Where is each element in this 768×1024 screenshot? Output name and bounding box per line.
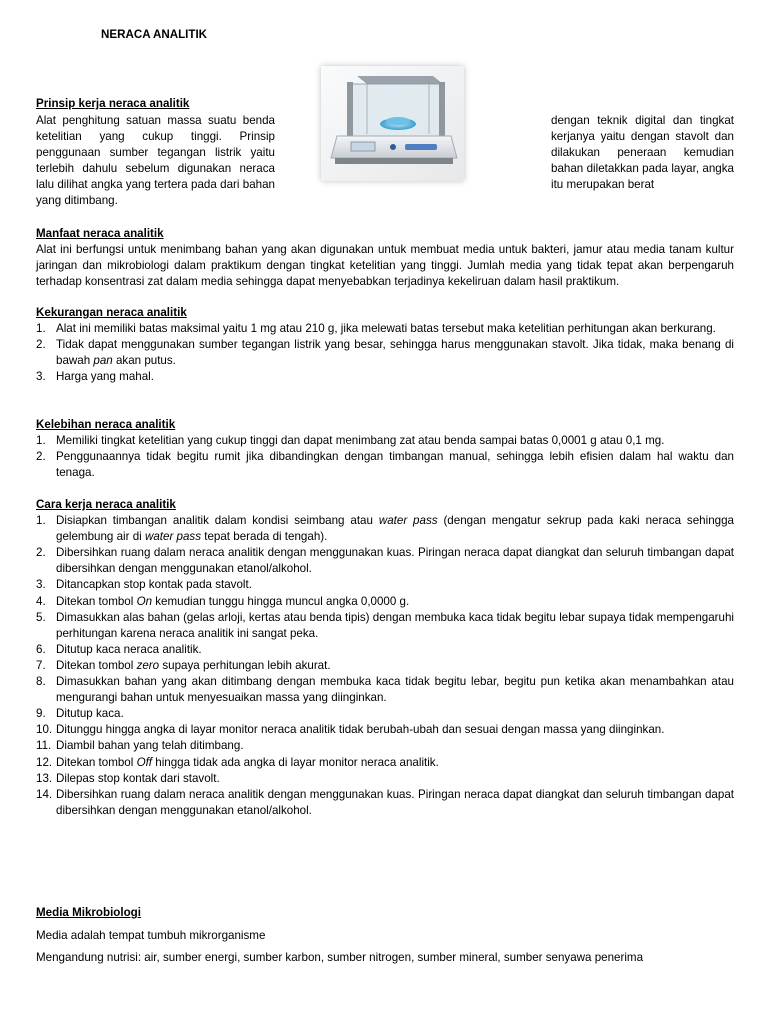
- list-text: Dibersihkan ruang dalam neraca analitik dengan menggunakan kuas. Piringan neraca dapat diangkat dan seluruh timbangan dapat dibersihkan dengan menggunakan etanol/alkohol.: [56, 546, 734, 576]
- list-text: Dimasukkan bahan yang akan ditimbang dengan membuka kaca tidak begitu lebar, begitu pun ketika akan menambahkan atau mengurangi bahan untuk menyesuaikan massa yang diinginkan.: [56, 675, 734, 705]
- list-text: Dilepas stop kontak dari stavolt.: [56, 771, 220, 785]
- list-text: Ditekan tombol: [56, 658, 137, 672]
- list-text: kemudian tunggu hingga muncul angka 0,0000 g.: [152, 594, 410, 608]
- list-number: 9.: [36, 707, 46, 721]
- list-text: Dibersihkan ruang dalam neraca analitik dengan menggunakan kuas. Piringan neraca dapat diangkat dan seluruh timbangan dapat dibersihkan dengan menggunakan etanol/alkohol.: [56, 787, 734, 817]
- section-heading-prinsip: Prinsip kerja neraca analitik: [36, 97, 190, 110]
- list-number: 7.: [36, 658, 46, 672]
- list-number: 3.: [36, 578, 46, 592]
- list-item: [36, 594, 734, 610]
- list-text: Dimasukkan alas bahan (gelas arloji, kertas atau benda tipis) dengan membuka kaca tidak begitu lebar supaya tidak mempengaruhi perhitungan karena neraca analitik ini sangat peka.: [56, 610, 734, 640]
- list-text: supaya perhitungan lebih akurat.: [159, 658, 331, 672]
- list-number: 11.: [36, 739, 52, 753]
- list-item: [36, 610, 734, 642]
- list-item: [36, 545, 734, 577]
- list-text: Ditancapkan stop kontak pada stavolt.: [56, 578, 252, 592]
- prinsip-text-right: dengan teknik digital dan tingkat kerjanya yaitu dengan stavolt dan dilakukan peneraan kemudian bahan diletakkan pada layar, angka itu merupakan berat: [551, 114, 734, 192]
- list-number: 8.: [36, 675, 46, 689]
- list-item: [36, 722, 734, 738]
- list-item: [36, 449, 734, 481]
- list-text: Ditutup kaca.: [56, 707, 124, 721]
- list-item: [36, 738, 734, 754]
- section-heading-manfaat: Manfaat neraca analitik: [36, 227, 164, 240]
- list-number: 10.: [36, 723, 53, 737]
- balance-illustration: [321, 66, 464, 181]
- list-number: 2.: [36, 338, 46, 352]
- list-number: 4.: [36, 594, 46, 608]
- list-item: [36, 337, 734, 369]
- list-text: Penggunaannya tidak begitu rumit jika dibandingkan dengan timbangan manual, sehingga lebih efisien dalam hal waktu dan tenaga.: [56, 450, 734, 480]
- list-number: 2.: [36, 450, 46, 464]
- list-number: 1.: [36, 322, 46, 336]
- section-kelebihan: [36, 417, 734, 481]
- list-number: 14.: [36, 787, 53, 801]
- section-heading-kelebihan: Kelebihan neraca analitik: [36, 418, 176, 431]
- list-text: Harga yang mahal.: [56, 370, 154, 384]
- list-text: akan putus.: [112, 354, 176, 368]
- list-text: Memiliki tingkat ketelitian yang cukup tinggi dan dapat menimbang zat atau benda sampai batas 0,0001 g atau 0,1 mg.: [56, 434, 665, 448]
- list-text-italic: Off: [136, 755, 153, 769]
- list-text: (dengan mengatur sekrup pada kaki neraca sehingga gelembung air di: [56, 514, 734, 544]
- manfaat-text: Alat ini berfungsi untuk menimbang bahan yang akan digunakan untuk membuat media untuk bakteri, jamur atau media tanam kultur jaringan dan mikrobiologi dalam praktikum dengan tingkat ketelitian yang tinggi. Jumlah media yang tidak tepat akan berpengaruh terhadap konsentrasi zat dalam media sehingga dapat menyebabkan terjadinya kekeliruan dalam hasil praktikum.: [36, 243, 734, 289]
- list-text: hingga tidak ada angka di layar monitor neraca analitik.: [152, 755, 439, 769]
- list-number: 1.: [36, 514, 46, 528]
- list-item: [36, 433, 734, 449]
- list-item: [36, 771, 734, 787]
- list-item: [36, 658, 734, 674]
- list-text-italic: pan: [93, 354, 113, 368]
- list-item: [36, 642, 734, 658]
- kekurangan-list: [36, 321, 734, 385]
- section-kekurangan: [36, 305, 734, 385]
- kelebihan-list: [36, 433, 734, 481]
- list-text-italic: zero: [136, 658, 160, 672]
- list-text: Ditekan tombol: [56, 755, 137, 769]
- list-text: Ditunggu hingga angka di layar monitor neraca analitik tidak berubah-ubah dan sesuai dengan massa yang diinginkan.: [56, 723, 665, 737]
- page-title: NERACA ANALITIK: [101, 28, 208, 41]
- list-number: 2.: [36, 546, 46, 560]
- list-number: 13.: [36, 771, 53, 785]
- list-text: Ditutup kaca neraca analitik.: [56, 642, 202, 656]
- section-heading-kekurangan: Kekurangan neraca analitik: [36, 306, 187, 319]
- list-number: 3.: [36, 370, 46, 384]
- list-text: Diambil bahan yang telah ditimbang.: [56, 739, 244, 753]
- list-text: Alat ini memiliki batas maksimal yaitu 1 mg atau 210 g, jika melewati batas tersebut maka ketelitian perhitungan akan berkurang.: [56, 322, 716, 336]
- list-number: 12.: [36, 755, 53, 769]
- list-number: 6.: [36, 642, 46, 656]
- section-cara-kerja: [36, 497, 734, 819]
- list-text: tepat berada di tengah).: [201, 530, 328, 544]
- list-item: [36, 706, 734, 722]
- list-text: Disiapkan timbangan analitik dalam kondisi seimbang atau: [56, 514, 379, 528]
- list-text-italic: water pass: [378, 514, 438, 528]
- media-line-2: Mengandung nutrisi: air, sumber energi, sumber karbon, sumber nitrogen, sumber mineral, sumber senyawa penerima: [36, 951, 644, 964]
- list-text: Ditekan tombol: [56, 594, 137, 608]
- list-item: [36, 674, 734, 706]
- list-number: 5.: [36, 610, 46, 624]
- list-text-italic: water pass: [144, 530, 202, 544]
- list-item: [36, 787, 734, 819]
- list-item: [36, 577, 734, 593]
- section-manfaat: [36, 226, 734, 290]
- list-item: [36, 321, 734, 337]
- list-item: [36, 369, 734, 385]
- cara-kerja-list: [36, 513, 734, 819]
- list-item: [36, 755, 734, 771]
- section-heading-cara-kerja: Cara kerja neraca analitik: [36, 498, 176, 511]
- list-text-italic: On: [136, 594, 153, 608]
- list-text: Tidak dapat menggunakan sumber tegangan listrik yang besar, sehingga harus menggunakan stavolt. Jika tidak, maka benang di bawah: [56, 338, 734, 368]
- media-line-1: Media adalah tempat tumbuh mikrorganisme: [36, 929, 266, 942]
- prinsip-text-left: Alat penghitung satuan massa suatu benda ketelitian yang cukup tinggi. Prinsip penggunaan sumber tegangan listrik yaitu terlebih dahulu sebelum digunakan neraca lalu dilihat angka yang tertera pada dari bahan yang ditimbang.: [36, 114, 275, 208]
- list-item: [36, 513, 734, 545]
- analytical-balance-image: [321, 66, 464, 181]
- list-number: 1.: [36, 434, 46, 448]
- section-heading-media: Media Mikrobiologi: [36, 906, 141, 919]
